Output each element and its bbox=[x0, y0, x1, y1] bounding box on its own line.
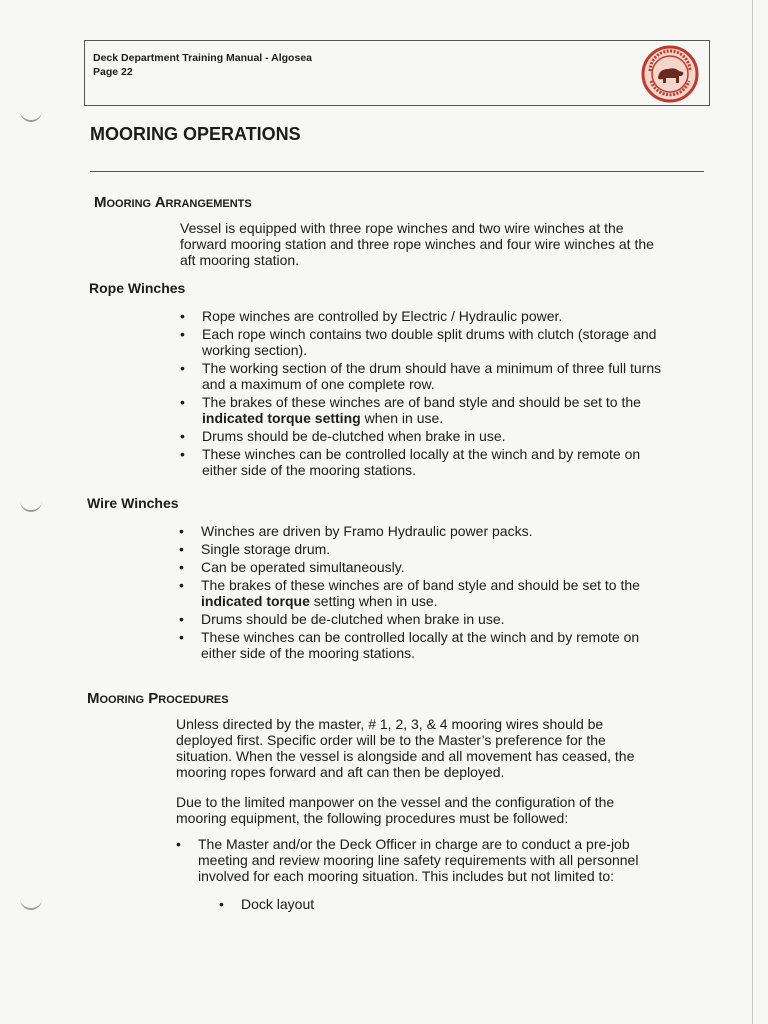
text-fragment: when in use. bbox=[360, 410, 444, 426]
text-line: deployed first. Specific order will be to the Master’s preference for the bbox=[176, 732, 606, 748]
text-line: and a maximum of one complete row. bbox=[202, 376, 435, 392]
list-item bbox=[177, 559, 707, 575]
page-edge bbox=[752, 0, 753, 1024]
text-line: either side of the mooring stations. bbox=[201, 645, 416, 661]
list-item bbox=[178, 326, 708, 358]
text-line: involved for each mooring situation. This includes but not limited to: bbox=[198, 868, 615, 884]
list-item bbox=[178, 446, 708, 478]
text-line: working section). bbox=[202, 342, 308, 358]
text-line: aft mooring station. bbox=[180, 252, 300, 268]
procedures-sub-list bbox=[217, 896, 517, 914]
text-line: Can be operated simultaneously. bbox=[201, 559, 405, 575]
section-heading-mooring-arrangements: Mooring Arrangements bbox=[94, 194, 252, 211]
text-line: Drums should be de-clutched when brake in use. bbox=[202, 428, 506, 444]
list-item bbox=[217, 896, 517, 912]
bold-phrase: indicated torque bbox=[201, 593, 310, 609]
punch-hole bbox=[20, 498, 42, 512]
wire-winches-list bbox=[177, 523, 707, 663]
list-item bbox=[178, 308, 708, 324]
text-line: Due to the limited manpower on the vessel and the configuration of the bbox=[176, 794, 615, 810]
text-line: Dock layout bbox=[241, 896, 315, 912]
text-line: forward mooring station and three rope winches and four wire winches at the bbox=[180, 236, 654, 252]
bear-seal-logo-icon bbox=[641, 45, 699, 103]
punch-hole bbox=[20, 896, 42, 910]
text-line: • The brakes of these winches are of band style and should be set to the bbox=[201, 577, 640, 593]
list-item bbox=[178, 428, 708, 444]
text-line: • These winches can be controlled locally at the winch and by remote on bbox=[202, 446, 641, 462]
rope-winches-list bbox=[178, 308, 708, 480]
subheading-rope-winches: Rope Winches bbox=[89, 280, 186, 296]
bold-phrase: indicated torque setting bbox=[202, 410, 361, 426]
text-line: • The Master and/or the Deck Officer in charge are to conduct a pre-job bbox=[198, 836, 630, 852]
list-item bbox=[177, 629, 707, 661]
text-line: Unless directed by the master, # 1, 2, 3, & 4 mooring wires should be bbox=[176, 716, 604, 732]
list-item bbox=[177, 523, 707, 539]
text-line: situation. When the vessel is alongside and all movement has ceased, the bbox=[176, 748, 635, 764]
text-line: Single storage drum. bbox=[201, 541, 331, 557]
text-line: mooring ropes forward and aft can then be deployed. bbox=[176, 764, 505, 780]
text-line: • The brakes of these winches are of band style and should be set to the bbox=[202, 394, 641, 410]
text-line: Rope winches are controlled by Electric / Hydraulic power. bbox=[202, 308, 563, 324]
subheading-wire-winches: Wire Winches bbox=[87, 495, 179, 511]
manual-title: Deck Department Training Manual - Algosea bbox=[93, 52, 312, 64]
list-item bbox=[178, 394, 708, 426]
text-line: • The working section of the drum should have a minimum of three full turns bbox=[202, 360, 662, 376]
text-line: Vessel is equipped with three rope winches and two wire winches at the bbox=[180, 220, 624, 236]
procedures-intro bbox=[176, 716, 634, 780]
list-item bbox=[177, 541, 707, 557]
title-divider bbox=[90, 171, 704, 172]
text-line: Drums should be de-clutched when brake in use. bbox=[201, 611, 505, 627]
text-line: mooring equipment, the following procedures must be followed: bbox=[176, 810, 569, 826]
page-header bbox=[84, 40, 710, 106]
page-title: MOORING OPERATIONS bbox=[90, 124, 301, 144]
text-line: Winches are driven by Framo Hydraulic power packs. bbox=[201, 523, 533, 539]
arrangements-intro bbox=[180, 220, 654, 268]
procedures-list bbox=[174, 836, 714, 886]
page-number: Page 22 bbox=[93, 66, 133, 78]
procedures-constraints bbox=[176, 794, 614, 826]
text-line: either side of the mooring stations. bbox=[202, 462, 417, 478]
list-item bbox=[178, 360, 708, 392]
text-fragment: setting when in use. bbox=[309, 593, 438, 609]
section-heading-mooring-procedures: Mooring Procedures bbox=[87, 690, 229, 707]
list-item bbox=[177, 611, 707, 627]
text-line: • Each rope winch contains two double split drums with clutch (storage and bbox=[202, 326, 657, 342]
text-line: meeting and review mooring line safety requirements with all personnel bbox=[198, 852, 639, 868]
list-item bbox=[174, 836, 714, 884]
list-item bbox=[177, 577, 707, 609]
punch-hole bbox=[20, 108, 42, 122]
text-line: • These winches can be controlled locally at the winch and by remote on bbox=[201, 629, 640, 645]
